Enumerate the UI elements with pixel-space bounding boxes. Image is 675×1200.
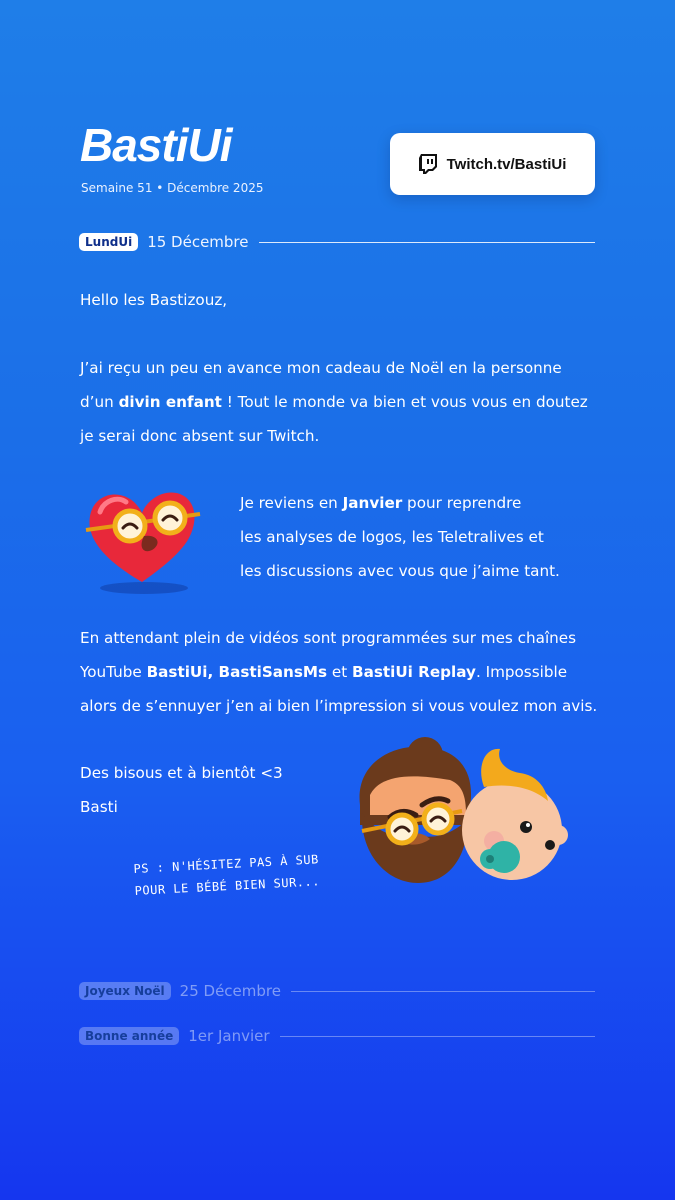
divider-line xyxy=(259,242,596,243)
day-badge: Joyeux Noël xyxy=(79,982,171,1000)
divider-line xyxy=(280,1036,595,1037)
replay-channel-bold: BastiUi Replay xyxy=(352,663,476,681)
signoff xyxy=(80,756,283,824)
paragraph-2-line-1: Je reviens en Janvier pour reprendre xyxy=(240,494,522,512)
week-subtitle: Semaine 51 • Décembre 2025 xyxy=(81,181,264,195)
paragraph-2 xyxy=(240,486,560,588)
divider-line xyxy=(291,991,595,992)
day-date: 15 Décembre xyxy=(147,233,249,251)
bearded-man-and-baby-illustration xyxy=(350,735,570,895)
logo: BastiUi xyxy=(80,119,232,171)
paragraph-3-line-2: YouTube BastiUi, BastiSansMs et BastiUi Replay. Impossible xyxy=(80,663,568,681)
day-date: 25 Décembre xyxy=(179,982,281,1000)
channels-bold: BastiUi, BastiSansMs xyxy=(146,663,328,681)
greeting: Hello les Bastizouz, xyxy=(80,291,228,309)
paragraph-3 xyxy=(80,621,597,723)
twitch-icon xyxy=(419,154,437,174)
twitch-button-label: Twitch.tv/BastiUi xyxy=(446,155,567,173)
signoff-line-1: Des bisous et à bientôt <3 xyxy=(80,764,283,782)
day-header-joyeux-noel xyxy=(79,982,595,1000)
day-header-bonne-annee xyxy=(79,1027,595,1045)
paragraph-1-line-2: d’un divin enfant ! Tout le monde va bien et vous vous en doutez xyxy=(80,393,588,411)
heart-with-glasses-illustration xyxy=(82,482,212,597)
janvier-bold: Janvier xyxy=(342,494,403,512)
divin-enfant-bold: divin enfant xyxy=(118,393,222,411)
paragraph-1-line-3: je serai donc absent sur Twitch. xyxy=(80,427,320,445)
twitch-button[interactable] xyxy=(390,133,595,195)
day-badge: Bonne année xyxy=(79,1027,179,1045)
paragraph-2-line-3: les discussions avec vous que j’aime tant. xyxy=(240,562,560,580)
ps-line-1: PS : N'HÉSITEZ PAS À SUB xyxy=(133,852,320,876)
day-date: 1er Janvier xyxy=(188,1027,270,1045)
paragraph-1 xyxy=(80,351,588,453)
paragraph-2-line-2: les analyses de logos, les Teletralives et xyxy=(240,528,544,546)
day-badge: LundUi xyxy=(79,233,138,251)
ps-line-2: POUR LE BÉBÉ BIEN SUR... xyxy=(134,874,321,898)
paragraph-3-line-1: En attendant plein de vidéos sont programmées sur mes chaînes xyxy=(80,629,577,647)
day-header-lundui xyxy=(79,233,595,251)
signoff-name: Basti xyxy=(80,798,118,816)
paragraph-3-line-3: alors de s’ennuyer j’en ai bien l’impression si vous voulez mon avis. xyxy=(80,697,598,715)
ps-handwritten-note xyxy=(133,848,320,902)
paragraph-1-line-1: J’ai reçu un peu en avance mon cadeau de Noël en la personne xyxy=(80,359,562,377)
